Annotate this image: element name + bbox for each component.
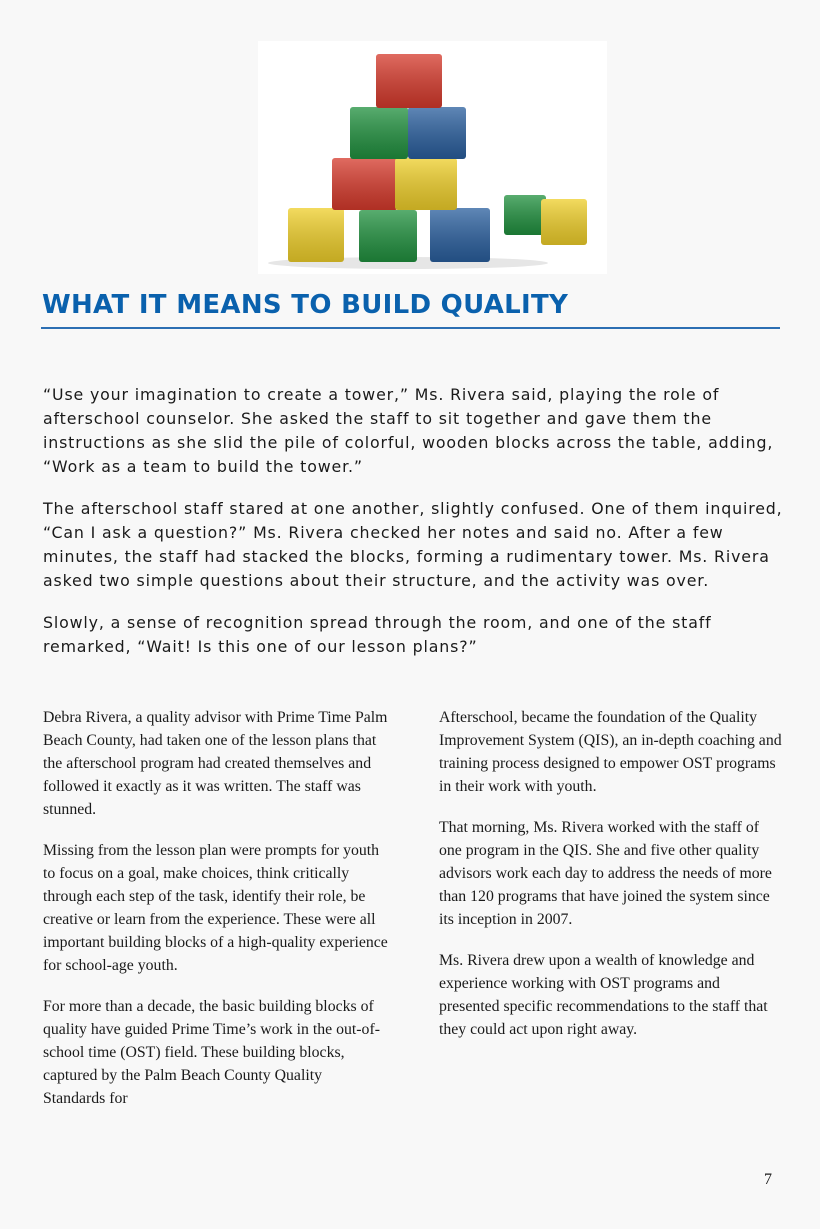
block-yellow-loose (541, 199, 587, 245)
block-green-bottom-center (359, 210, 417, 262)
body-paragraph: Debra Rivera, a quality advisor with Prime Time Palm Beach County, had taken one of the lesson plans that the afterschool program had created themselves and followed it exactly as it was written. The staff was stunned. (43, 709, 388, 818)
left-column (43, 706, 388, 1128)
page-number: 7 (764, 1171, 772, 1188)
body-paragraph: That morning, Ms. Rivera worked with the staff of one program in the QIS. She and five other quality advisors work each day to address the needs of more than 120 programs that have joined the system since its inception in 2007. (439, 819, 772, 928)
block-green-loose (504, 195, 546, 235)
block-green-third-row (350, 107, 408, 159)
block-red-second-row (332, 158, 398, 210)
intro-text (43, 383, 783, 677)
right-column (439, 706, 784, 1059)
block-red-top (376, 54, 442, 108)
section-heading: WHAT IT MEANS TO BUILD QUALITY (42, 290, 569, 320)
body-paragraph: Ms. Rivera drew upon a wealth of knowledge and experience working with OST programs and presented specific recommendations to the staff that they could act upon right away. (439, 952, 768, 1038)
building-blocks-illustration (258, 41, 607, 274)
block-yellow-bottom-left (288, 208, 344, 262)
block-blue-bottom-right (430, 208, 490, 262)
body-paragraph: Afterschool, became the foundation of the Quality Improvement System (QIS), an in-depth coaching and training process designed to empower OST programs in their work with youth. (439, 709, 782, 795)
heading-divider (41, 327, 780, 329)
body-paragraph: Missing from the lesson plan were prompts for youth to focus on a goal, make choices, think critically through each step of the task, identify their role, be creative or learn from the experience. These were all important building blocks of a high-quality experience for school-age youth. (43, 842, 388, 974)
block-blue-third-row (408, 107, 466, 159)
intro-paragraph: The afterschool staff stared at one another, slightly confused. One of them inquired, “Can I ask a question?” Ms. Rivera checked her notes and said no. After a few minutes, the staff had stacked the blocks, forming a rudimentary tower. Ms. Rivera asked two simple questions about their structure, and the activity was over. (43, 499, 783, 590)
block-yellow-second-row (395, 158, 457, 210)
intro-paragraph: Slowly, a sense of recognition spread through the room, and one of the staff remarked, “Wait! Is this one of our lesson plans?” (43, 613, 712, 656)
body-paragraph: For more than a decade, the basic building blocks of quality have guided Prime Time’s work in the out-of-school time (OST) field. These building blocks, captured by the Palm Beach County Quality Standards for (43, 998, 380, 1107)
intro-paragraph: “Use your imagination to create a tower,” Ms. Rivera said, playing the role of afterschool counselor. She asked the staff to sit together and gave them the instructions as she slid the pile of colorful, wooden blocks across the table, adding, “Work as a team to build the tower.” (43, 385, 774, 476)
